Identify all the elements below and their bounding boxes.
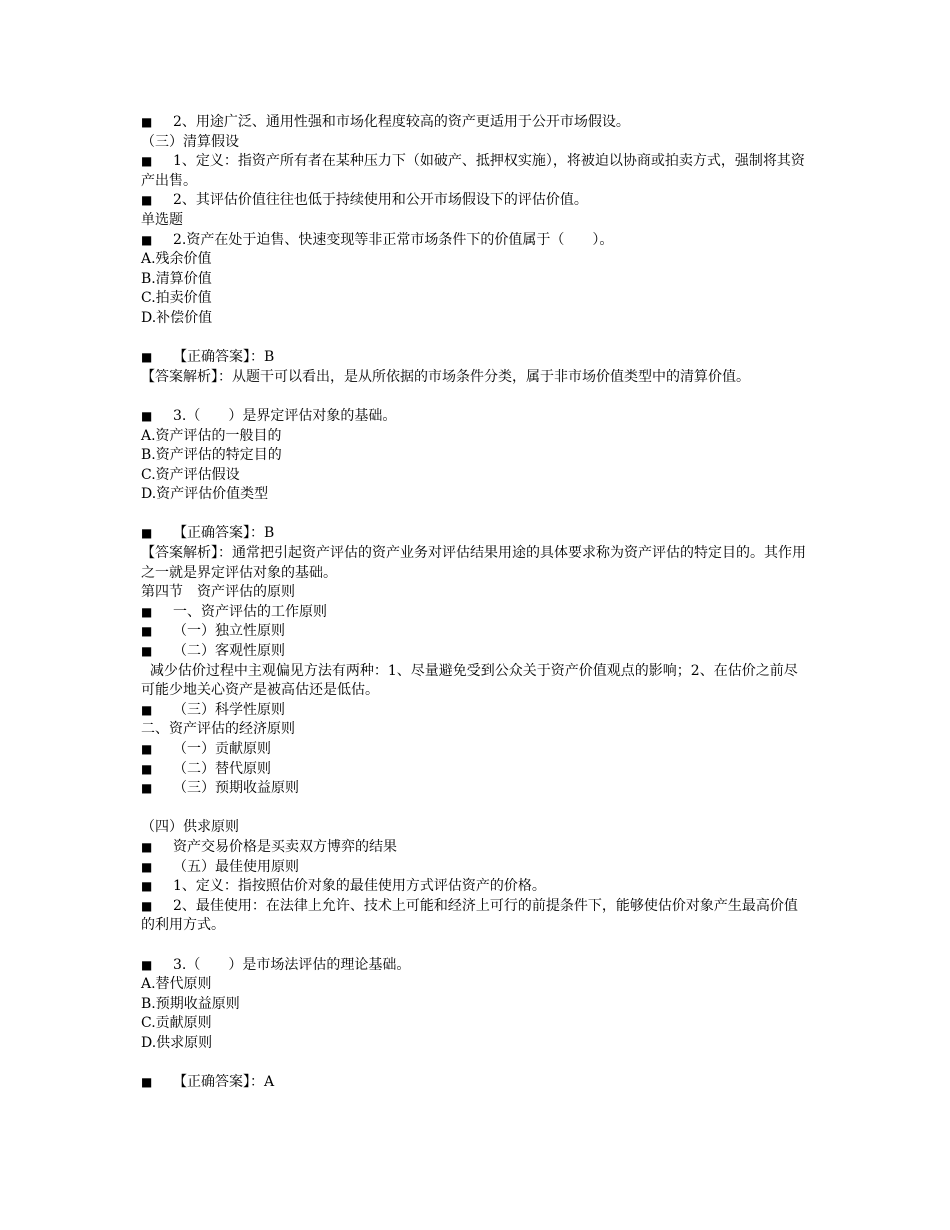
line-text: 2、其评估价值往往也低于持续使用和公开市场假设下的评估价值。 bbox=[173, 192, 588, 209]
line-text: D.补偿价值 bbox=[141, 309, 213, 326]
square-bullet-icon: ■ bbox=[141, 115, 153, 129]
line-text: A.替代原则 bbox=[141, 976, 212, 993]
line-text: 1、定义：指资产所有者在某种压力下（如破产、抵押权实施），将被迫以协商或拍卖方式，强制将其资产出售。 bbox=[141, 153, 805, 189]
square-bullet-icon: ■ bbox=[141, 879, 153, 894]
text-line bbox=[141, 524, 811, 544]
square-bullet-icon: ■ bbox=[141, 742, 153, 756]
line-text: （一）贡献原则 bbox=[173, 741, 271, 757]
blank-line bbox=[141, 387, 811, 407]
text-line bbox=[141, 446, 811, 466]
line-text: （三）科学性原则 bbox=[173, 701, 285, 718]
line-text: 3.（ ）是市场法评估的理论基础。 bbox=[173, 956, 411, 973]
line-text: 3.（ ）是界定评估对象的基础。 bbox=[173, 407, 397, 424]
line-text: 第四节 资产评估的原则 bbox=[141, 584, 295, 601]
text-line bbox=[141, 740, 811, 760]
square-bullet-icon: ■ bbox=[141, 232, 153, 247]
blank-line bbox=[141, 799, 811, 819]
text-line bbox=[141, 583, 811, 603]
square-bullet-icon: ■ bbox=[141, 154, 153, 169]
text-line bbox=[141, 662, 811, 701]
square-bullet-icon: ■ bbox=[141, 644, 153, 659]
text-line bbox=[141, 348, 811, 368]
text-line bbox=[141, 485, 811, 505]
square-bullet-icon: ■ bbox=[141, 526, 153, 541]
line-text: 1、定义：指按照估价对象的最佳使用方式评估资产的价格。 bbox=[173, 878, 546, 895]
text-line bbox=[141, 838, 811, 858]
document-page bbox=[141, 113, 811, 1093]
square-bullet-icon: ■ bbox=[141, 193, 153, 208]
text-line bbox=[141, 956, 811, 976]
text-line bbox=[141, 1073, 811, 1093]
square-bullet-icon: ■ bbox=[141, 408, 153, 423]
line-text: （一）独立性原则 bbox=[173, 623, 285, 640]
text-line bbox=[141, 642, 811, 662]
text-line bbox=[141, 622, 811, 642]
line-text: （二）替代原则 bbox=[173, 760, 271, 777]
line-text: B.清算价值 bbox=[141, 270, 212, 287]
line-text: D.供求原则 bbox=[141, 1034, 213, 1051]
square-bullet-icon: ■ bbox=[141, 859, 153, 874]
line-text: A.资产评估的一般目的 bbox=[141, 427, 282, 444]
text-line bbox=[141, 191, 811, 211]
text-line bbox=[141, 1034, 811, 1054]
square-bullet-icon: ■ bbox=[141, 898, 153, 913]
line-text: 资产交易价格是买卖双方博弈的结果 bbox=[173, 838, 397, 855]
line-text: （二）客观性原则 bbox=[173, 643, 285, 660]
square-bullet-icon: ■ bbox=[141, 624, 153, 639]
line-text: （三）预期收益原则 bbox=[173, 780, 299, 797]
text-line bbox=[141, 1014, 811, 1034]
line-text: 【正确答案】：B bbox=[173, 525, 275, 542]
text-line bbox=[141, 368, 811, 388]
line-text: C.贡献原则 bbox=[141, 1015, 212, 1032]
text-line bbox=[141, 211, 811, 231]
line-text: 单选题 bbox=[141, 211, 183, 228]
square-bullet-icon: ■ bbox=[141, 839, 153, 854]
text-line bbox=[141, 309, 811, 329]
text-line bbox=[141, 760, 811, 780]
square-bullet-icon: ■ bbox=[141, 781, 153, 796]
text-line bbox=[141, 152, 811, 191]
text-line bbox=[141, 427, 811, 447]
line-text: A.残余价值 bbox=[141, 251, 212, 268]
square-bullet-icon: ■ bbox=[141, 1075, 153, 1090]
text-line bbox=[141, 231, 811, 251]
line-text: B.资产评估的特定目的 bbox=[141, 447, 282, 464]
line-text: C.拍卖价值 bbox=[141, 290, 212, 307]
blank-line bbox=[141, 936, 811, 956]
square-bullet-icon: ■ bbox=[141, 957, 153, 972]
square-bullet-icon: ■ bbox=[141, 604, 153, 619]
text-line bbox=[141, 407, 811, 427]
line-text: （四）供求原则 bbox=[141, 819, 239, 836]
text-line bbox=[141, 270, 811, 290]
text-line bbox=[141, 995, 811, 1015]
text-line bbox=[141, 858, 811, 878]
text-line bbox=[141, 818, 811, 838]
line-text: 减少估价过程中主观偏见方法有两种：1、尽量避免受到公众关于资产价值观点的影响；2、在估价之前尽可能少地关心资产是被高估还是低估。 bbox=[141, 662, 798, 699]
line-text: 【答案解析】：从题干可以看出，是从所依据的市场条件分类，属于非市场价值类型中的清算价值。 bbox=[141, 368, 750, 385]
blank-line bbox=[141, 329, 811, 349]
line-text: （三）清算假设 bbox=[141, 133, 239, 150]
line-text: 2、用途广泛、通用性强和市场化程度较高的资产更适用于公开市场假设。 bbox=[173, 114, 630, 130]
line-text: 【正确答案】：B bbox=[173, 349, 275, 366]
text-line bbox=[141, 701, 811, 721]
square-bullet-icon: ■ bbox=[141, 702, 153, 717]
line-text: 【正确答案】：A bbox=[173, 1074, 275, 1091]
text-line bbox=[141, 603, 811, 623]
square-bullet-icon: ■ bbox=[141, 761, 153, 776]
text-line bbox=[141, 897, 811, 936]
text-line bbox=[141, 113, 811, 133]
blank-line bbox=[141, 505, 811, 525]
text-line bbox=[141, 779, 811, 799]
text-line bbox=[141, 466, 811, 486]
text-line bbox=[141, 720, 811, 740]
line-text: （五）最佳使用原则 bbox=[173, 858, 299, 875]
line-text: B.预期收益原则 bbox=[141, 995, 240, 1012]
text-line bbox=[141, 250, 811, 270]
line-text: C.资产评估假设 bbox=[141, 466, 240, 483]
text-line bbox=[141, 877, 811, 897]
square-bullet-icon: ■ bbox=[141, 350, 153, 365]
text-line bbox=[141, 289, 811, 309]
text-line bbox=[141, 544, 811, 583]
blank-line bbox=[141, 1054, 811, 1074]
line-text: 2.资产在处于迫售、快速变现等非正常市场条件下的价值属于（ ）。 bbox=[173, 231, 614, 248]
line-text: D.资产评估价值类型 bbox=[141, 486, 269, 503]
line-text: 一、资产评估的工作原则 bbox=[173, 603, 327, 620]
text-line bbox=[141, 975, 811, 995]
text-line bbox=[141, 133, 811, 153]
line-text: 2、最佳使用：在法律上允许、技术上可能和经济上可行的前提条件下，能够使估价对象产生最高价值的利用方式。 bbox=[141, 897, 798, 934]
line-text: 【答案解析】：通常把引起资产评估的资产业务对评估结果用途的具体要求称为资产评估的特定目的。其作用之一就是界定评估对象的基础。 bbox=[141, 545, 806, 581]
line-text: 二、资产评估的经济原则 bbox=[141, 721, 295, 738]
